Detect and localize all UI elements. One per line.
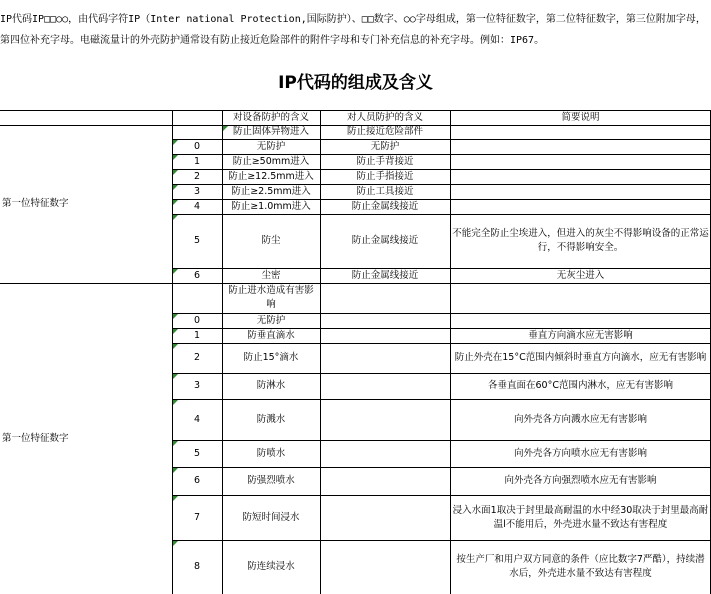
code-cell: 2 [193,352,201,363]
personnel-cell [320,540,450,594]
code-cell: 1 [193,155,201,167]
description-cell: 按生产厂和用户双方同意的条件（应比数字7严酷），持续潜水后，外壳进水量不致达有害程度 [456,554,705,579]
personnel-cell: 防止接近危险部件 [346,126,423,137]
description-cell [450,169,711,184]
personnel-cell [320,440,450,467]
description-cell [450,154,711,169]
code-cell: 3 [193,185,201,197]
code-cell: 1 [193,329,201,341]
cell-comment-marker [173,185,178,190]
code-cell: 8 [193,561,201,572]
description-cell [450,199,711,214]
description-cell: 无灰尘进入 [556,269,605,281]
equipment-cell: 防连续浸水 [247,561,295,572]
description-cell: 各垂直面在60°C范围内淋水，应无有害影响 [488,380,673,391]
cell-comment-marker [173,155,178,160]
personnel-cell: 防止手背接近 [356,155,414,167]
code-cell: 5 [193,447,201,459]
equipment-cell: 防止≥12.5mm进入 [228,170,314,182]
personnel-cell: 防止金属线接近 [351,269,419,281]
section-label-first-digit: 第一位特征数字 [2,198,69,209]
personnel-cell [320,328,450,343]
code-cell: 7 [193,511,201,523]
code-cell: 4 [193,413,201,425]
equipment-cell: 防止≥2.5mm进入 [231,185,311,197]
code-cell: 6 [193,475,201,486]
equipment-cell: 防强烈喷水 [247,475,295,486]
cell-comment-marker [173,269,178,274]
equipment-cell: 防垂直滴水 [247,329,295,341]
description-cell [450,184,711,199]
header-equipment: 对设备防护的含义 [232,111,309,123]
personnel-cell: 防止金属线接近 [351,200,419,212]
intro-paragraph: IP代码IP□□○○，由代码字符IP（Inter national Protection,国际防护）、□□数字、○○字母组成，第一位特征数字，第二位特征数字，第三位附加字母，第四位补充字母。电磁流量计的外壳防护通常设有防止接近危险部件的附件字母和专门补充信息的补充字母。例如：IP67。 [0,14,706,46]
equipment-cell: 无防护 [256,140,286,152]
personnel-cell: 无防护 [370,140,400,152]
cell-comment-marker [173,496,178,501]
description-cell [450,283,711,313]
personnel-cell [320,343,450,373]
personnel-cell [320,313,450,328]
personnel-cell [320,495,450,540]
personnel-cell [320,373,450,399]
description-cell: 浸入水面1取决于封里最高耐温的水中经30取决于封里最高耐温l不能用后，外壳进水量不致达有害程度 [452,504,709,530]
description-cell: 向外壳各方向溅水应无有害影响 [513,413,647,425]
equipment-cell: 防淋水 [256,380,286,391]
cell-comment-marker [173,541,178,546]
equipment-cell: 防止≥50mm进入 [232,155,310,167]
equipment-cell: 防短时间浸水 [242,511,300,523]
equipment-cell: 防止15°滴水 [243,352,299,363]
equipment-cell: 防止进水造成有害影响 [228,285,314,310]
equipment-cell: 防溅水 [256,413,286,425]
cell-comment-marker [173,170,178,175]
code-cell: 0 [193,314,201,326]
code-cell: 4 [193,200,201,212]
description-cell [450,139,711,154]
cell-comment-marker [173,314,178,319]
code-cell: 2 [193,170,201,182]
cell-comment-marker [173,400,178,405]
personnel-cell: 防止手指接近 [356,170,414,182]
personnel-cell [320,399,450,440]
code-cell [172,125,222,139]
equipment-cell: 防尘 [261,235,281,246]
description-cell: 向外壳各方向喷水应无有害影响 [513,447,647,459]
header-personnel: 对人员防护的含义 [346,111,423,123]
table-title: IP代码的组成及含义 [278,73,433,93]
cell-comment-marker [173,200,178,205]
description-cell [450,125,711,139]
code-cell [172,283,222,313]
cell-comment-marker [173,468,178,473]
cell-comment-marker [223,126,228,131]
cell-comment-marker [173,344,178,349]
section-label-second-digit: 第一位特征数字 [2,432,69,444]
cell-comment-marker [173,140,178,145]
equipment-cell: 无防护 [256,314,286,326]
code-cell: 3 [193,380,201,391]
equipment-cell: 防止≥1.0mm进入 [231,200,311,212]
personnel-cell: 防止金属线接近 [351,235,419,246]
header-description: 简要说明 [561,111,600,123]
description-cell: 防止外壳在15°C范围内倾斜时垂直方向滴水，应无有害影响 [454,352,707,363]
personnel-cell [320,467,450,495]
code-cell: 0 [193,140,201,152]
description-cell: 垂直方向滴水应无害影响 [528,329,633,341]
personnel-cell [320,283,450,313]
cell-comment-marker [173,374,178,379]
personnel-cell: 防止工具接近 [356,185,414,197]
cell-comment-marker [173,215,178,220]
code-cell: 5 [193,235,201,246]
description-cell [450,313,711,328]
equipment-cell: 防止固体异物进入 [232,126,309,137]
equipment-cell: 防喷水 [256,447,286,459]
description-cell: 不能完全防止尘埃进入，但进入的灰尘不得影响设备的正常运行，不得影响安全。 [452,228,709,253]
cell-comment-marker [173,441,178,446]
cell-comment-marker [173,329,178,334]
equipment-cell: 尘密 [261,269,281,281]
code-cell: 6 [193,269,201,281]
description-cell: 向外壳各方向强烈喷水应无有害影响 [504,475,657,486]
